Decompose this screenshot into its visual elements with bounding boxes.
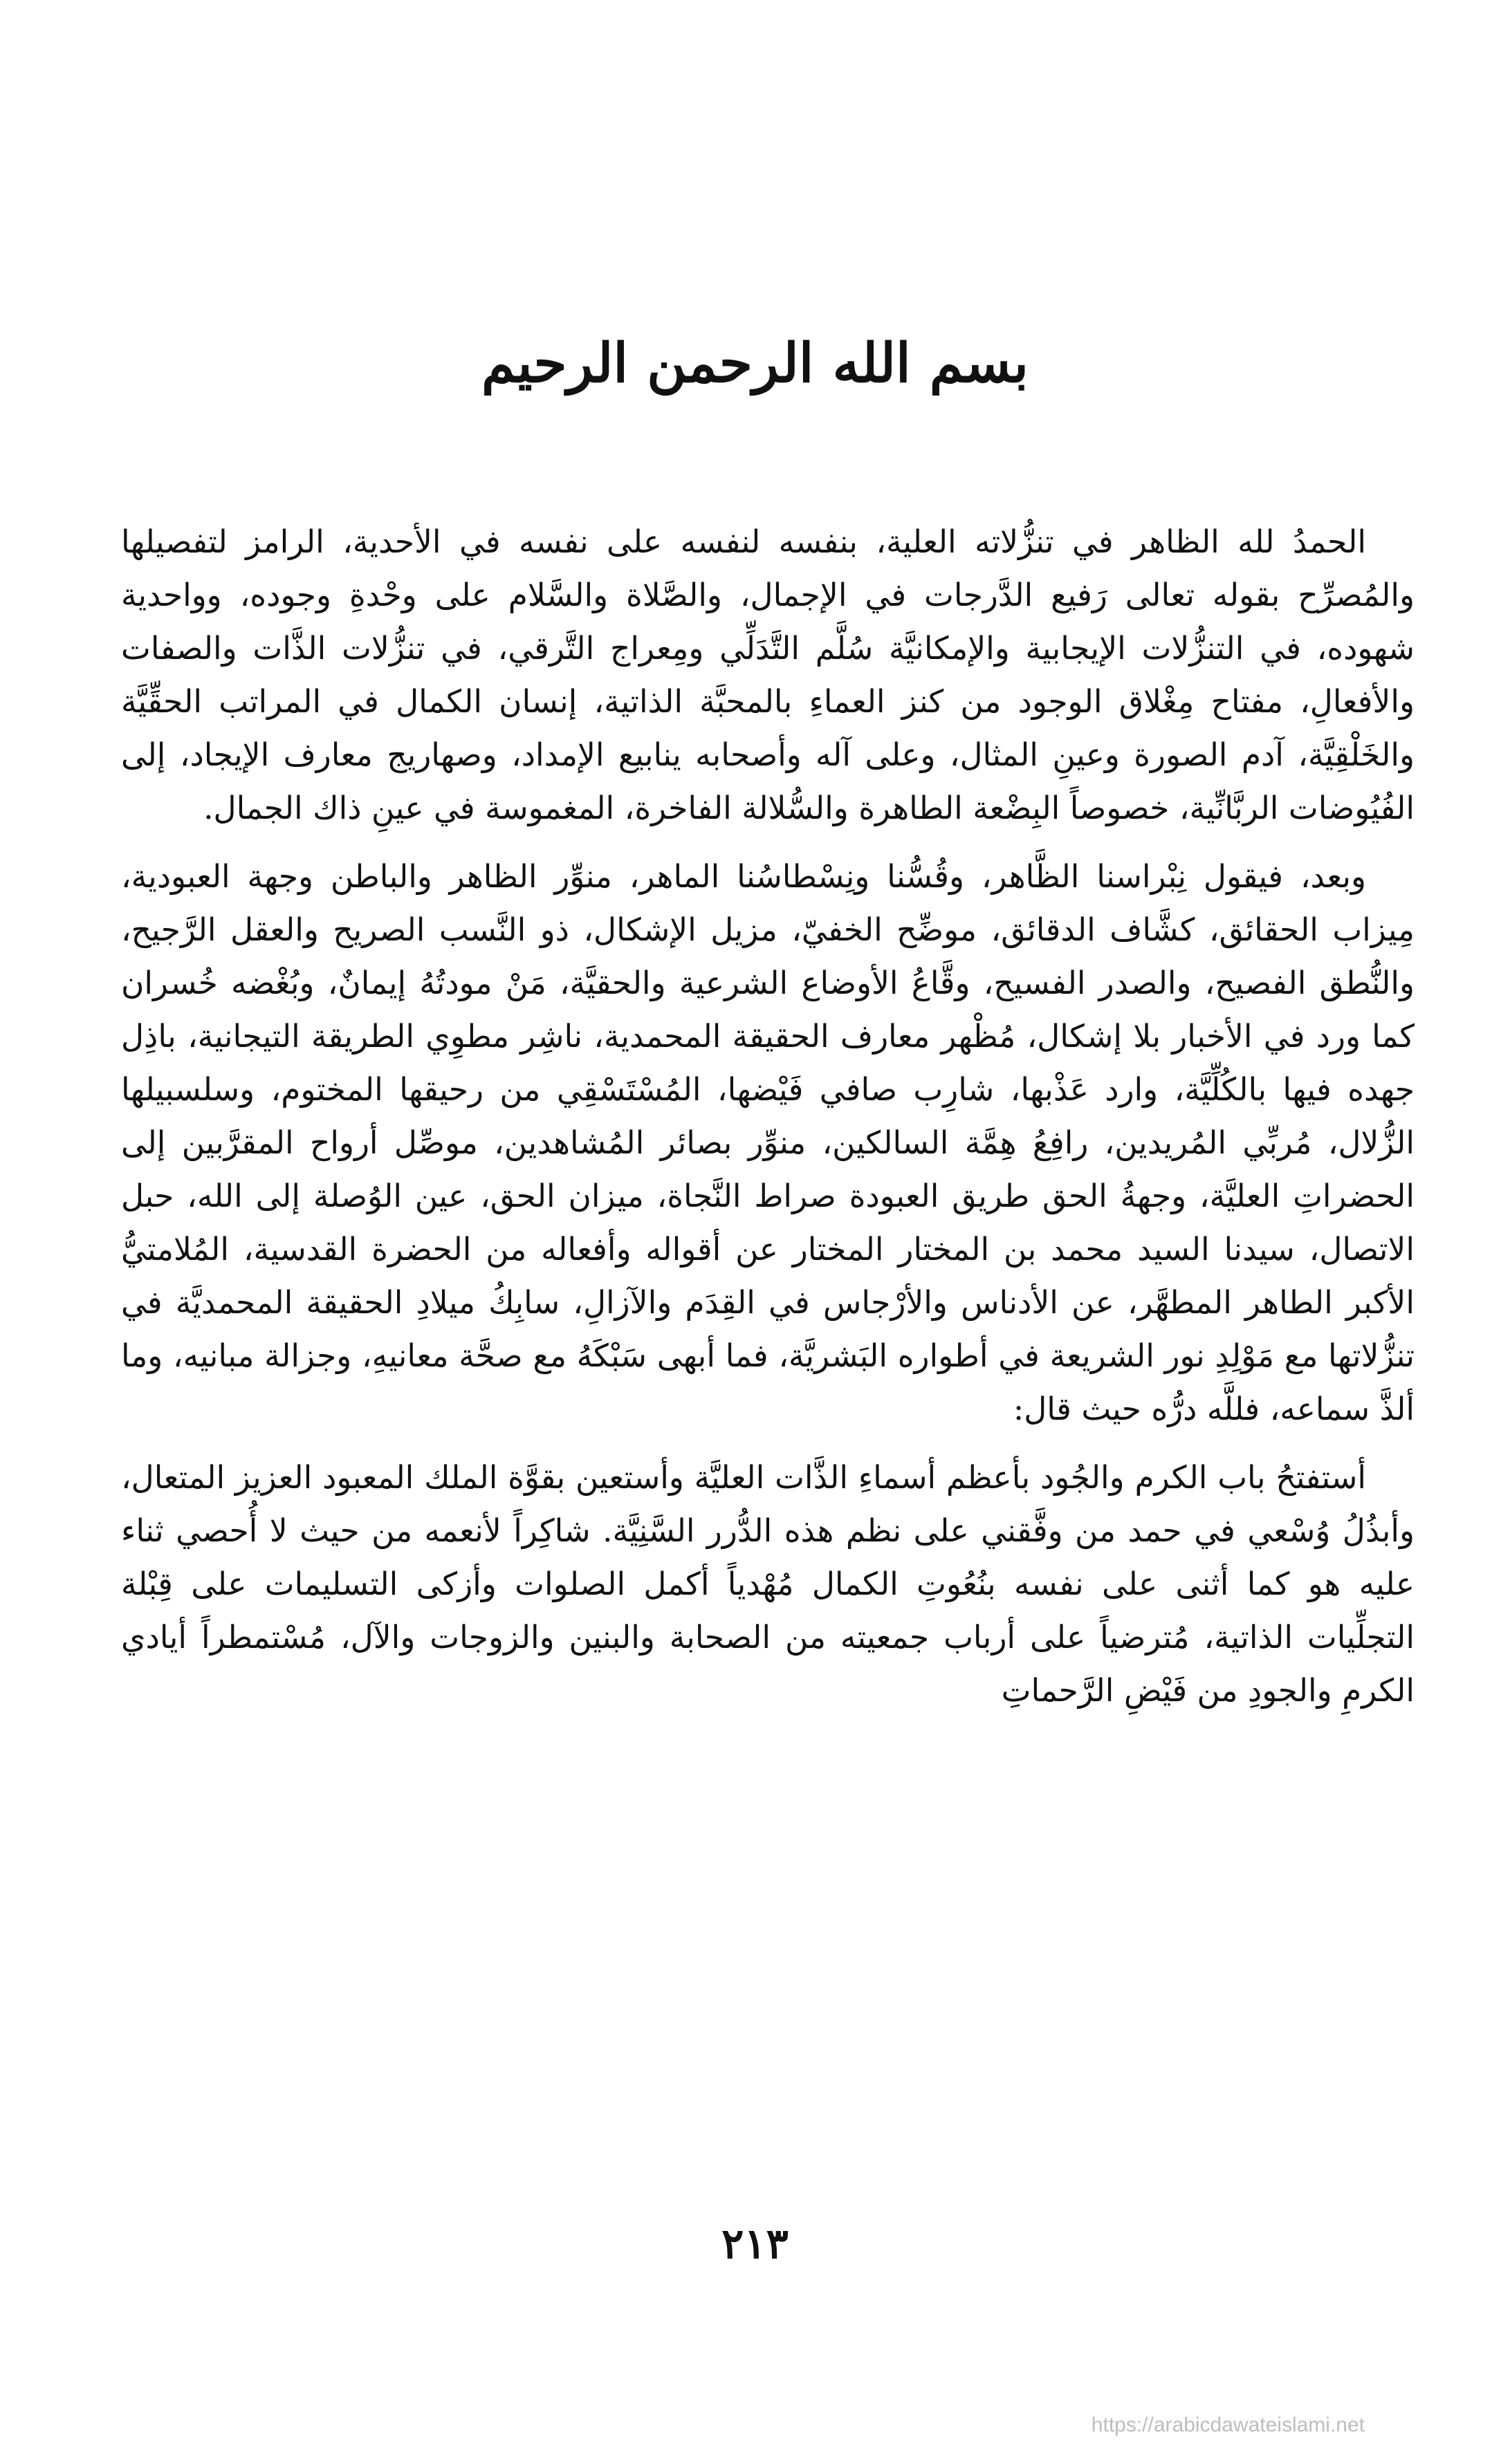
paragraph-1: الحمدُ لله الظاهر في تنزُّلاته العلية، بنفسه لنفسه على نفسه في الأحدية، الرامز لتفصيلها والمُصرِّح بقوله تعالى رَفيع الدَّرجات في الإجمال، والصَّلاة والسَّلام على وحْدةِ وجوده، وواحدية شهوده، في التنزُّلات الإيجابية والإمكانيَّة سُلَّم التَّدَلِّي ومِعراج التَّرقي، في تنزُّلات الذَّات والصفات والأفعالِ، مفتاح مِغْلاق الوجود من كنز العماءِ بالمحبَّة الذاتية، إنسان الكمال في المراتب الحقِّيَّة والخَلْقِيَّة، آدم الصورة وعينِ المثال، وعلى آله وأصحابه ينابيع الإمداد، وصهاريج معارف الإيجاد، إلى الفُيُوضات الربَّانِّية، خصوصاً البِضْعة الطاهرة والسُّلالة الفاخرة، المغموسة في عينِ ذاك الجمال. (121, 524, 1415, 826)
body-text (121, 515, 1415, 1732)
page-number: ٢١٣ (721, 2220, 789, 2268)
paragraph-3: أستفتحُ باب الكرم والجُود بأعظم أسماءِ الذَّات العليَّة وأستعين بقوَّة الملك المعبود العزيز المتعال، وأبذُلُ وُسْعي في حمد من وفَّقني على نظم هذه الدُّرر السَّنِيَّة. شاكِراً لأنعمه من حيث لا أُحصي ثناء عليه هو كما أثنى على نفسه بنُعُوتِ الكمال مُهْدياً أكمل الصلوات وأزكى التسليمات على قِبْلة التجلِّيات الذاتية، مُترضياً على أرباب جمعيته من الصحابة والبنين والزوجات والآل، مُسْتمطراً أيادي الكرمِ والجودِ من فَيْضِ الرَّحماتِ (121, 1459, 1415, 1709)
watermark-url: https://arabicdawateislami.net (1091, 2414, 1365, 2436)
basmala-heading: بسم الله الرحمن الرحيم (481, 332, 1029, 395)
paragraph-2: وبعد، فيقول نِبْراسنا الظَّاهر، وقُسُّنا ونِسْطاسُنا الماهر، منوِّر الظاهر والباطن وجهة العبودية، مِيزاب الحقائق، كشَّاف الدقائق، موضِّح الخفيّ، مزيل الإشكال، ذو النَّسب الصريح والعقل الرَّجيح، والنُّطق الفصيح، والصدر الفسيح، وقَّاعُ الأوضاع الشرعية والحقيَّة، مَنْ مودتُهُ إيمانٌ، وبُغْضه خُسران كما ورد في الأخبار بلا إشكال، مُظْهر معارف الحقيقة المحمدية، ناشِر مطوِي الطريقة التيجانية، باذِل جهده فيها بالكُلِّيَّة، وارد عَذْبها، شارِب صافي فَيْضها، المُسْتَسْقِي من رحيقها المختوم، وسلسبيلها الزُّلال، مُربِّي المُريدين، رافِعُ هِمَّة السالكين، منوِّر بصائر المُشاهدين، موصِّل أرواح المقرَّبين إلى الحضراتِ العليَّة، وجهةُ الحق طريق العبودة صراط النَّجاة، ميزان الحق، عين الوُصلة إلى الله، حبل الاتصال، سيدنا السيد محمد بن المختار المختار عن أقواله وأفعاله من الحضرة القدسية، المُلامتيُّ الأكبر الطاهر المطهَّر، عن الأدناس والأرْجاس في القِدَم والآزالِ، سابِكُ ميلادِ الحقيقة المحمديَّة في تنزُّلاتها مع مَوْلِدِ نور الشريعة في أطواره البَشريَّة، فما أبهى سَبْكَهُ مع صحَّة معانيهِ، وجزالة مبانيه، وما ألذَّ سماعه، فللَّه درُّه حيث قال: (121, 858, 1415, 1427)
